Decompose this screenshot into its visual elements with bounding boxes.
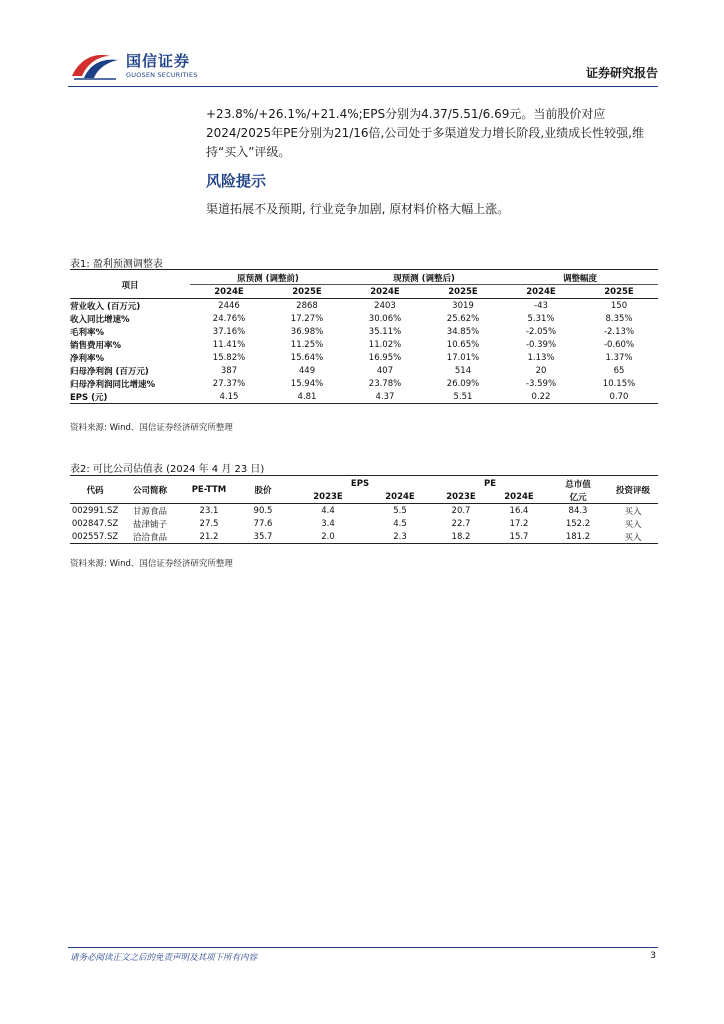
table-cell: 11.41% <box>212 339 246 350</box>
table-row <box>70 299 658 313</box>
table-cell: -0.60% <box>603 339 635 350</box>
table-cell: 15.64% <box>290 352 324 363</box>
stock-code: 002847.SZ <box>71 518 119 529</box>
table-cell: 17.27% <box>290 313 324 324</box>
table-cell: 23.78% <box>368 378 402 389</box>
table1-year-header: 2025E <box>604 286 634 297</box>
table1-item-header: 项目 <box>121 280 139 291</box>
table-cell: -43 <box>534 300 548 311</box>
table-cell: 407 <box>376 365 394 376</box>
table-cell: 36.98% <box>290 326 324 337</box>
table-cell: 2.3 <box>393 531 407 542</box>
table-cell: 34.85% <box>446 326 480 337</box>
table-cell: 2446 <box>218 300 240 311</box>
company-name: 甘源食品 <box>132 506 167 517</box>
table-cell: 10.65% <box>446 339 480 350</box>
table-cell: 11.02% <box>368 339 402 350</box>
stock-code: 002557.SZ <box>71 531 119 542</box>
table-cell: 5.51 <box>453 391 473 402</box>
table-cell: 16.95% <box>368 352 402 363</box>
table-cell: 150 <box>610 300 628 311</box>
table-cell: 35.7 <box>253 531 273 542</box>
table-cell: 10.15% <box>602 378 636 389</box>
table1-group-header: 调整幅度 <box>562 273 597 284</box>
table-cell: 27.5 <box>199 518 219 529</box>
table-cell: -2.05% <box>525 326 557 337</box>
table-cell: 24.76% <box>212 313 246 324</box>
company-name: 洽洽食品 <box>132 532 167 543</box>
row-label: 收入同比增速% <box>70 314 130 325</box>
table1-group-header: 原预测 (调整前) <box>237 273 299 284</box>
footer-divider <box>68 947 658 948</box>
name-header: 公司简称 <box>132 486 167 496</box>
table-cell: 15.94% <box>290 378 324 389</box>
table-cell: 65 <box>613 365 625 376</box>
rating-header: 投资评级 <box>615 486 650 496</box>
comparable-valuation-table <box>70 477 658 544</box>
table-cell: 15.82% <box>212 352 246 363</box>
table-cell: 4.37 <box>375 391 395 402</box>
table1-year-header: 2024E <box>214 286 244 297</box>
table-cell: 25.62% <box>446 313 480 324</box>
table-cell: 21.2 <box>199 531 219 542</box>
mcap-header: 总市值 <box>565 479 591 490</box>
table1-year-header: 2025E <box>292 286 322 297</box>
table2-header-row <box>70 477 658 490</box>
rating-cell: 买入 <box>624 532 642 543</box>
table-row <box>70 312 658 325</box>
table-cell: 37.16% <box>212 326 246 337</box>
row-label: 归母净利润 (百万元) <box>70 366 149 377</box>
code-header: 代码 <box>86 486 104 496</box>
row-label: 归母净利润同比增速% <box>70 379 156 390</box>
valuation-paragraph: +23.8%/+26.1%/+21.4%;EPS分别为4.37/5.51/6.69元。当前股价对应2024/2025年PE分别为21/16倍,公司处于多渠道发力增长阶段,业绩成长性较强,维持“买入”评级。 <box>206 107 644 159</box>
table-cell: 23.1 <box>199 505 219 516</box>
table-cell: 20.7 <box>451 505 471 516</box>
table1-header-row <box>70 271 658 285</box>
pettm-header: PE-TTM <box>191 485 227 495</box>
table2-year-header: 2024E <box>385 491 415 502</box>
table-cell: -2.13% <box>603 326 635 337</box>
report-type-label: 证券研究报告 <box>585 66 658 80</box>
table2-caption: 表2: 可比公司估值表 (2024 年 4 月 23 日) <box>70 464 265 475</box>
table-row <box>70 377 658 390</box>
page-header <box>70 50 658 90</box>
page-number: 3 <box>650 951 656 961</box>
earnings-forecast-table <box>70 271 658 404</box>
table-cell: 2868 <box>296 300 318 311</box>
pe-header: PE <box>483 478 497 489</box>
guosen-logo-icon <box>70 50 122 82</box>
table-cell: 26.09% <box>446 378 480 389</box>
eps-header: EPS <box>350 478 370 489</box>
rating-cell: 买入 <box>624 519 642 530</box>
table-cell: 4.5 <box>393 518 407 529</box>
table-row <box>70 390 658 404</box>
table-cell: 4.15 <box>219 391 239 402</box>
table-cell: 15.7 <box>509 531 529 542</box>
price-header: 股价 <box>254 486 272 496</box>
table-row <box>70 338 658 351</box>
table-cell: 387 <box>220 365 238 376</box>
risk-paragraph: 渠道拓展不及预期, 行业竞争加剧, 原材料价格大幅上涨。 <box>206 202 510 216</box>
table-cell: 449 <box>298 365 316 376</box>
table2-year-header: 2023E <box>313 491 343 502</box>
table-cell: 22.7 <box>451 518 471 529</box>
table-cell: 4.4 <box>321 505 335 516</box>
table-row <box>70 364 658 377</box>
table-cell: 8.35% <box>605 313 633 324</box>
table1-year-header: 2024E <box>526 286 556 297</box>
table-row <box>70 530 658 544</box>
table-cell: 11.25% <box>290 339 324 350</box>
table-cell: 181.2 <box>565 531 591 542</box>
header-divider <box>68 86 658 87</box>
table1-group-header: 现预测 (调整后) <box>393 273 455 284</box>
table-cell: 77.6 <box>253 518 273 529</box>
table-cell: 3019 <box>452 300 474 311</box>
table-cell: 27.37% <box>212 378 246 389</box>
table1-top-rule <box>70 269 658 270</box>
table-cell: 16.4 <box>509 505 529 516</box>
row-label: 净利率% <box>70 353 105 364</box>
stock-code: 002991.SZ <box>71 505 119 516</box>
table-cell: 2403 <box>374 300 396 311</box>
table2-source: 资料来源: Wind、国信证券经济研究所整理 <box>70 559 233 569</box>
table-cell: -0.39% <box>525 339 557 350</box>
table-cell: 1.13% <box>527 352 555 363</box>
row-label: 营业收入 (百万元) <box>70 301 141 312</box>
table-cell: 17.01% <box>446 352 480 363</box>
table1-year-header: 2025E <box>448 286 478 297</box>
table-cell: 0.70 <box>609 391 629 402</box>
logo-chinese-name: 国信证券 <box>126 51 191 70</box>
table1-source: 资料来源: Wind、国信证券经济研究所整理 <box>70 423 233 433</box>
table-cell: 514 <box>454 365 472 376</box>
table1-caption: 表1: 盈利预测调整表 <box>70 259 163 270</box>
table-cell: 4.81 <box>297 391 317 402</box>
mcap-unit-header: 亿元 <box>569 492 587 503</box>
table-row <box>70 517 658 530</box>
table-row <box>70 325 658 338</box>
table-cell: 5.31% <box>527 313 555 324</box>
table-cell: 0.22 <box>531 391 551 402</box>
table2-top-rule <box>70 475 658 476</box>
row-label: EPS (元) <box>70 392 108 403</box>
table-cell: 35.11% <box>368 326 402 337</box>
table2-year-header: 2023E <box>446 491 476 502</box>
table-cell: 5.5 <box>393 505 407 516</box>
table-cell: 17.2 <box>509 518 529 529</box>
table-cell: 20 <box>535 365 547 376</box>
table-cell: 30.06% <box>368 313 402 324</box>
table-cell: 152.2 <box>565 518 591 529</box>
table-row <box>70 351 658 364</box>
logo-english-name: GUOSEN SECURITIES <box>126 70 198 79</box>
table2-year-header: 2024E <box>504 491 534 502</box>
risk-section-title: 风险提示 <box>206 172 267 190</box>
row-label: 毛利率% <box>70 327 105 338</box>
disclaimer-notice: 请务必阅读正文之后的免责声明及其项下所有内容 <box>70 953 258 963</box>
table-row <box>70 504 658 518</box>
table-cell: 18.2 <box>451 531 471 542</box>
rating-cell: 买入 <box>624 506 642 517</box>
table-cell: 84.3 <box>568 505 588 516</box>
table-cell: 3.4 <box>321 518 335 529</box>
table-cell: 2.0 <box>321 531 335 542</box>
table-cell: -3.59% <box>525 378 557 389</box>
table1-year-header: 2024E <box>370 286 400 297</box>
company-name: 盐津铺子 <box>132 519 167 530</box>
table-cell: 1.37% <box>605 352 633 363</box>
row-label: 销售费用率% <box>70 340 122 351</box>
guosen-logo <box>70 50 198 82</box>
table-cell: 90.5 <box>253 505 273 516</box>
